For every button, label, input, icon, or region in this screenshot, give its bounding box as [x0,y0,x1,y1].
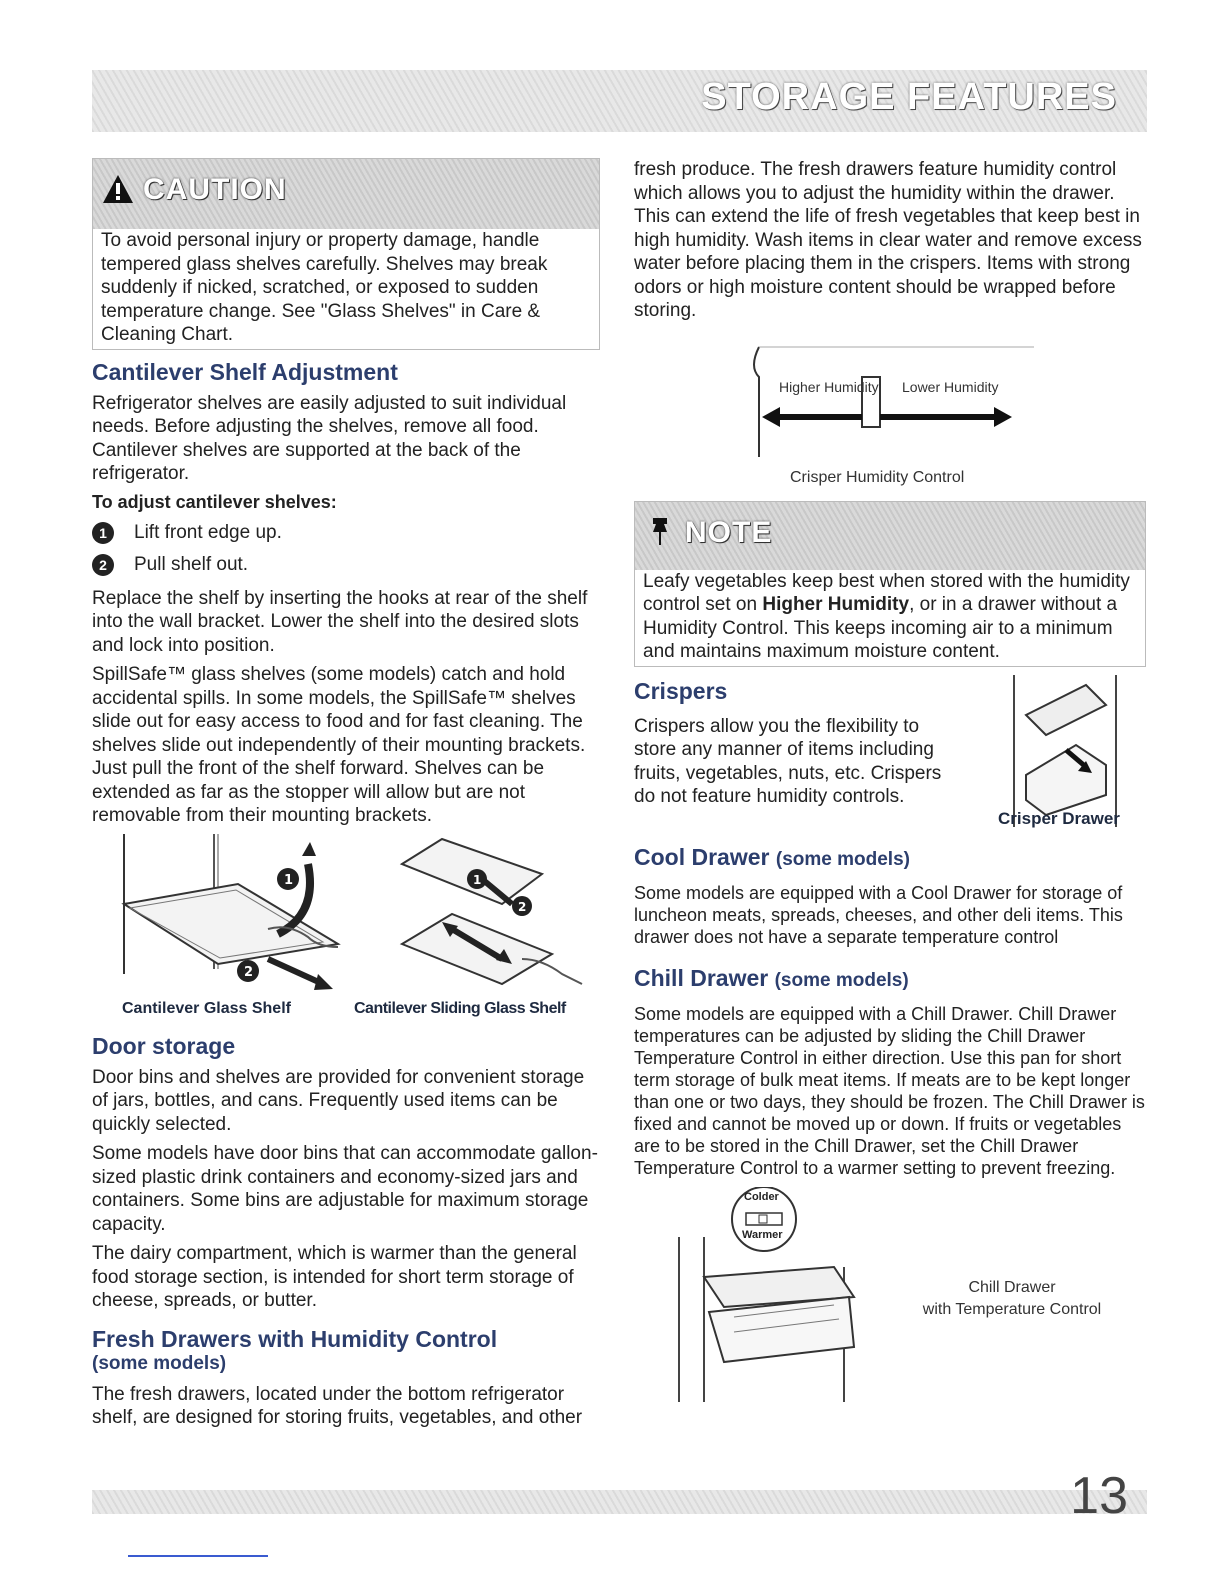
step-2 [92,549,600,581]
chill-drawer-title: Chill Drawer [634,964,769,991]
cantilever-glass-shelf-illustration [118,834,348,999]
caution-box [92,158,600,350]
door-paragraph-3: The dairy compartment, which is warmer than the general food storage section, is intended for short term storage of cheese, spreads, or butter. [92,1243,577,1311]
humidity-slider-illustration [744,337,1044,457]
crispers-text: Crispers allow you the flexibility to store any manner of items including fruits, vegetables, nuts, etc. Crispers do not feature humidity controls. [634,715,942,807]
shelf-figures [92,834,600,1024]
chill-drawer-heading [634,964,1146,995]
fresh-paragraph-start: The fresh drawers, located under the bottom refrigerator shelf, are designed for storing fruits, vegetables, and other [92,1383,583,1428]
caution-text: To avoid personal injury or property damage, handle tempered glass shelves carefully. Shelves may break suddenly if nicked, scratched, or exposed to sudden temperature change. See "Glass Shelves" in Care & Cleaning Chart. [101,230,548,345]
humidity-control-figure [634,329,1146,489]
warning-icon [101,173,135,213]
cool-drawer-text: Some models are equipped with a Cool Drawer for storage of luncheon meats, spreads, cheeses, and other deli items. This drawer does not have a separate temperature control [634,882,1123,947]
left-column [92,158,600,1436]
svg-text:1: 1 [473,872,482,887]
chill-drawer-illustration [664,1187,874,1402]
footer-rule [128,1555,268,1557]
fresh-drawers-subheading: (some models) [92,1352,227,1374]
step-2-text: Pull shelf out. [134,553,249,575]
page-header-band [92,70,1147,132]
chill-caption-line-1: Chill Drawer [968,1278,1056,1296]
humidity-figure-caption: Crisper Humidity Control [790,468,965,486]
note-text-bold: Higher Humidity [762,594,910,615]
fig2-caption: Cantilever Sliding Glass Shelf [354,999,566,1017]
higher-humidity-label: Higher Humidity [779,378,879,395]
page-footer-band [92,1490,1147,1514]
lower-humidity-label: Lower Humidity [902,378,999,395]
door-paragraph-1: Door bins and shelves are provided for convenient storage of jars, bottles, and cans. Frequently used items can be quickly selected. [92,1066,585,1135]
caution-label: CAUTION [143,173,287,206]
door-storage-heading: Door storage [92,1032,236,1059]
note-text [635,570,1145,666]
note-text-start: Leafy vegetables keep best when stored with the humidity control set on [643,570,1130,615]
cool-drawer-heading [634,843,1146,874]
caution-header [93,159,599,229]
right-column [634,158,1146,1407]
svg-text:2: 2 [518,899,527,914]
step-1 [92,517,600,549]
note-header [635,502,1145,570]
chill-drawer-figure [634,1187,1146,1407]
fresh-drawers-heading: Fresh Drawers with Humidity Control [92,1325,498,1352]
cantilever-subheading: To adjust cantilever shelves: [92,491,337,512]
cantilever-paragraph-2: Replace the shelf by inserting the hooks at rear of the shelf into the wall bracket. Lower the shelf into the desired slots and lock into position. [92,587,588,656]
step-1-text: Lift front edge up. [134,521,282,543]
pushpin-icon [649,516,671,553]
cool-drawer-sub: (some models) [775,848,910,870]
step-2-number-icon: 2 [92,554,114,576]
note-box [634,501,1146,667]
svg-text:2: 2 [244,964,254,980]
cantilever-paragraph-1: Refrigerator shelves are easily adjusted to suit individual needs. Before adjusting the shelves, remove all food. Cantilever shelves are supported at the back of the refrigerator. [92,392,567,484]
svg-text:1: 1 [284,872,294,888]
chill-caption-line-2: with Temperature Control [922,1300,1102,1318]
warmer-label: Warmer [742,1228,783,1241]
note-label: NOTE [685,515,773,549]
cantilever-paragraph-3: SpillSafe™ glass shelves (some models) catch and hold accidental spills. In some models, the SpillSafe™ shelves slide out for easy access to food and for fast cleaning. The shelves slide out independently of their mounting brackets. Just pull the front of the shelf forward. Shelves can be extended as far as the stopper will allow but are not removable from their mounting brackets. [92,664,586,826]
crisper-drawer-caption: Crisper Drawer [998,808,1120,828]
step-1-number-icon: 1 [92,522,114,544]
door-paragraph-2: Some models have door bins that can accommodate gallon-sized plastic drink containers and economy-sized jars and containers. Some bins are adjustable for maximum storage capacity. [92,1143,598,1235]
chill-drawer-text: Some models are equipped with a Chill Drawer. Chill Drawer temperatures can be adjusted by sliding the Chill Drawer Temperature Control in either direction. Use this pan for short term storage of bulk meat items. If meats are to be kept longer than one or two days, they should be frozen. The Chill Drawer is fixed and cannot be moved up or down. If fruits or vegetables are to be stored in the Chill Drawer, set the Chill Drawer Temperature Control to a warmer setting to prevent freezing. [634,1003,1145,1178]
cool-drawer-title: Cool Drawer [634,843,770,870]
crispers-heading: Crispers [634,677,728,704]
crispers-section [634,667,1146,839]
fresh-paragraph-continued: fresh produce. The fresh drawers feature humidity control which allows you to adjust the humidity within the drawer. This can extend the life of fresh vegetables that keep best in high humidity. Wash items in clear water and remove excess water before placing them in the crispers. Items with strong odors or high moisture content should be wrapped before storing. [634,159,1142,321]
crisper-drawer-illustration [1006,675,1136,827]
chill-drawer-sub: (some models) [774,969,909,991]
page-title: STORAGE FEATURES [701,76,1117,118]
cantilever-sliding-shelf-illustration [382,834,592,999]
page-number: 13 [1070,1467,1128,1525]
note-text-end: , or in a drawer without a Humidity Control. This keeps incoming air to a minimum and maintains maximum moisture content. [643,594,1118,662]
fig1-caption: Cantilever Glass Shelf [122,999,291,1017]
colder-label: Colder [744,1190,779,1203]
cantilever-heading: Cantilever Shelf Adjustment [92,358,398,385]
